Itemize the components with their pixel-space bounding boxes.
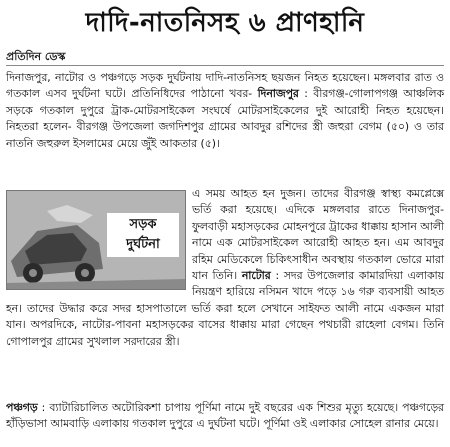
- paragraph-panchagarh: [6, 400, 444, 433]
- paragraph-dinajpur-text: : বীরগঞ্জ-গোলাপগঞ্জ আঞ্চলিক সড়কে গতকাল দুপুরে ট্রাক-মোটরসাইকেল সংঘর্ষে মোটরসাইকেলের দুই আরোহী নিহত হয়েছেন। নিহতরা হলেন- বীরগঞ্জ উপজেলা জগদিশপুর গ্রামের আবদুর রশিদের স্ত্রী জহুরা বেগম (৫০) ও তার নাতনি জহুরুল ইসলামের মেয়ে জুঁই আকতার (৫)।: [6, 87, 444, 150]
- place-label-dinajpur: দিনাজপুর: [257, 87, 299, 101]
- caption-line-1: সড়ক: [129, 217, 157, 232]
- paragraph-intro: দিনাজপুর, নাটোর ও পঞ্চগড়ে সড়ক দুর্ঘটনায় দাদি-নাতনিসহ ছয়জন নিহত হয়েছেন। মঙ্গলবার রাত ও গতকাল এসব দুর্ঘটনা ঘটে। প্রতিনিধিদের পাঠানো খবর-: [6, 71, 444, 101]
- accident-photo: [6, 190, 186, 290]
- byline: প্রতিদিন ডেস্ক: [6, 50, 66, 63]
- byline-divider: [6, 65, 444, 66]
- paragraph-panchagarh-text: : ব্যাটারিচালিত অটোরিকশা চাপায় পূর্ণিমা নামে দুই বছরের এক শিশুর মৃত্যু হয়েছে। পঞ্চগড়ের হাঁড়িভাসা আমবাড়ি এলাকায় গতকাল দুপুরে এ দুর্ঘটনা ঘটে। পূর্ণিমা ওই এলাকার সোহেল রানার মেয়ে।: [6, 401, 444, 431]
- caption-line-2: দুর্ঘটনা: [126, 237, 160, 252]
- paragraph-natore-text: : সদর উপজেলার কামারদিয়া এলাকায় নিয়ন্ত্রণ হারিয়ে নসিমন খাদে পড়ে ১৬ গরু ব্যবসায়ী আহত হন। তাদের উদ্ধার করে সদর হাসপাতালে ভর্তি করা হলে সেখানে সাইফত আলী নামে একজন মারা যান। অপরদিকে, নাটোর-পাবনা মহাসড়কের বাসের ধাক্কায় মারা গেছেন পথচারী রাহেলা বেগম। তিনি গোপালপুর গ্রামের সুখলাল সরদারের স্ত্রী।: [6, 269, 444, 348]
- paragraph-dinajpur: [6, 70, 444, 152]
- paragraph-injured-text: এ সময় আহত হন দুজন। তাদের বীরগঞ্জ স্বাস্থ্য কমপ্লেক্সে ভর্তি করা হয়েছে। এদিকে মঙ্গলবার রাতে দিনাজপুর-ফুলবাড়ী মহাসড়কের মোহনপুরে ট্রাকের ধাক্কায় হাসান আলী নামে এক মোটরসাইকেল আরোহী আহত হন। এম আবদুর রহিম মেডিকেলে চিকিৎসাধীন অবস্থায় গতকাল ভোরে মারা যান তিনি।: [192, 187, 444, 283]
- photo-wrap-section: [6, 186, 444, 350]
- place-label-natore: নাটোর: [241, 269, 271, 283]
- headline: দাদি-নাতনিসহ ৬ প্রাণহানি: [85, 8, 365, 38]
- photo-caption-road-accident: [107, 213, 179, 257]
- place-label-panchagarh: পঞ্চগড়: [6, 401, 38, 414]
